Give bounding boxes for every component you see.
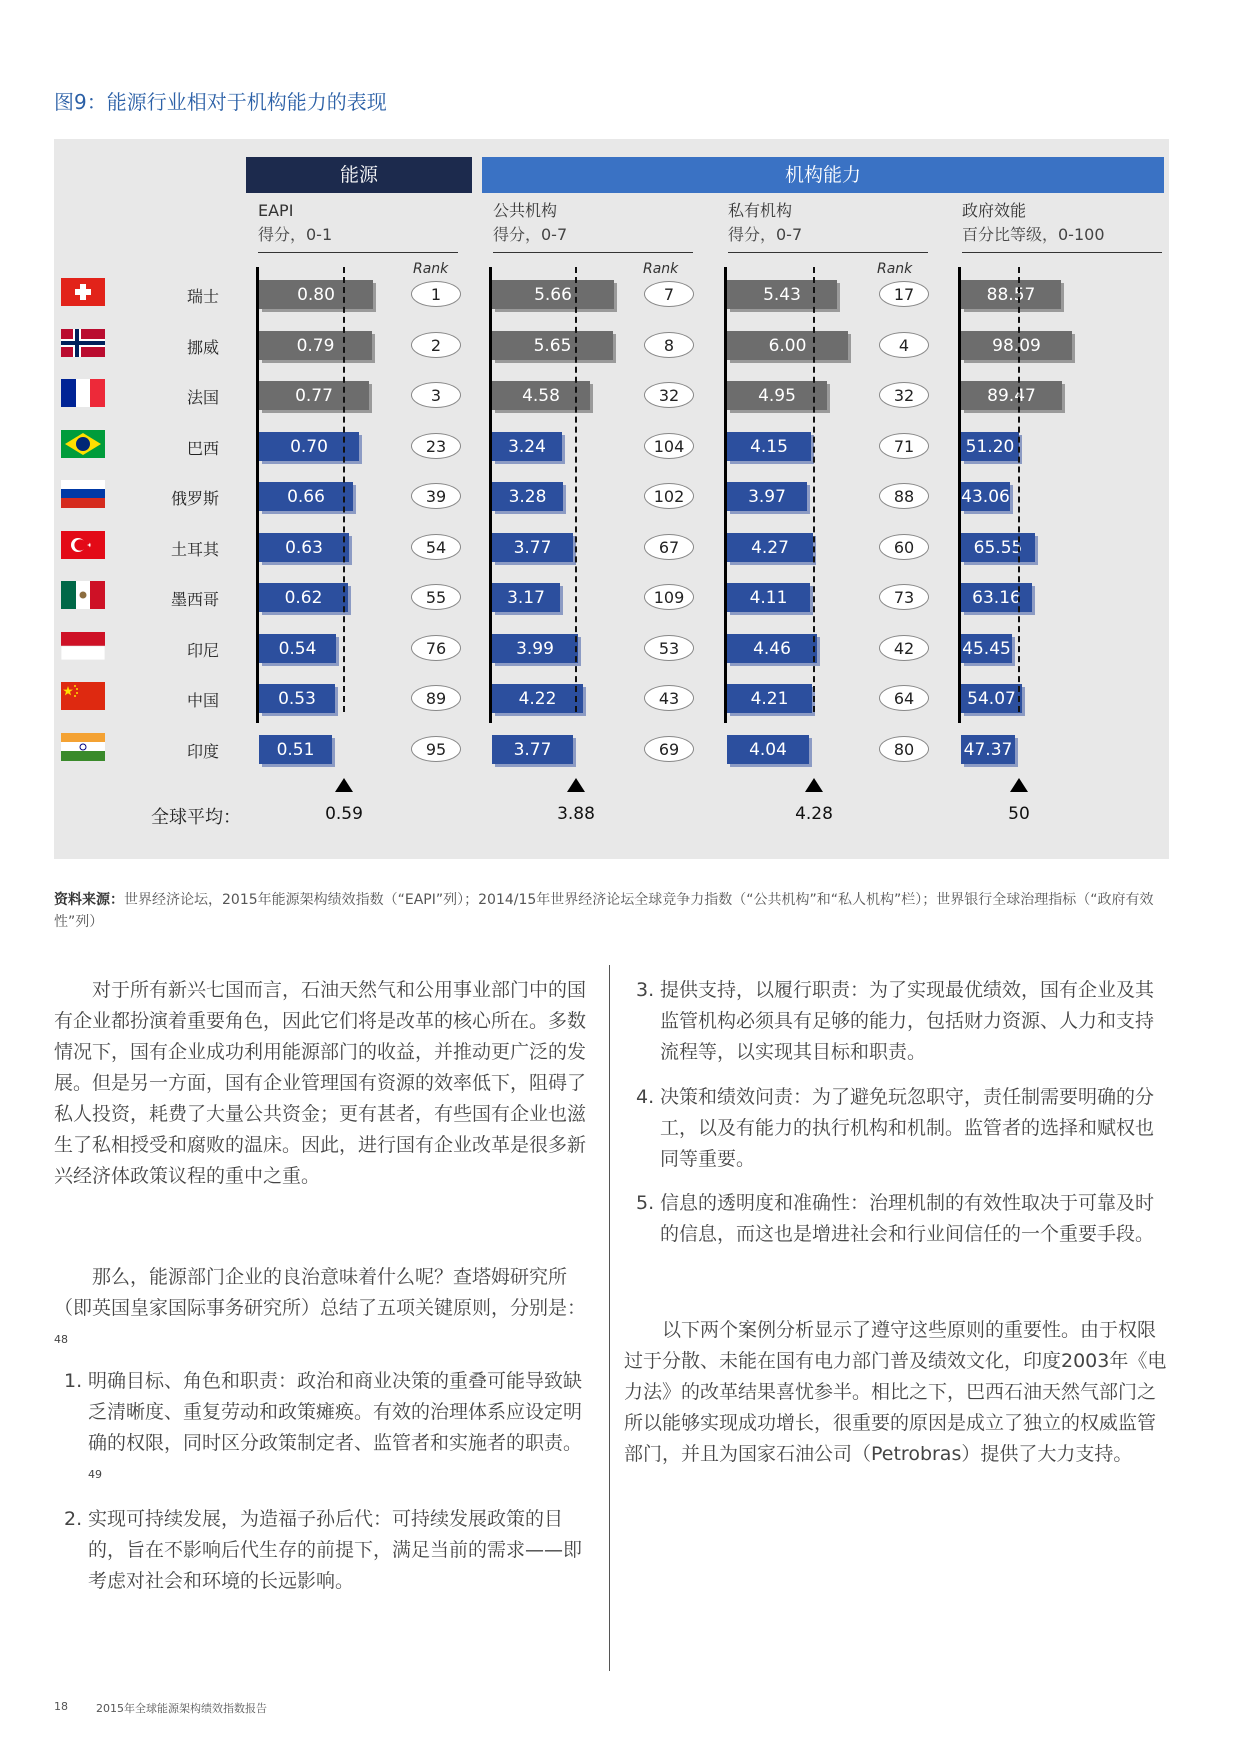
list-item-4 — [636, 1082, 1168, 1175]
rank-badge: 76 — [411, 635, 461, 661]
average-line — [1018, 267, 1020, 712]
bar: 89.47 — [961, 381, 1062, 410]
list-text-1: 明确目标、角色和职责：政治和商业决策的重叠可能导致缺乏清晰度、重复劳动和政策瘫痪。有效的治理体系应设定明确的权限，同时区分政策制定者、监管者和实施者的职责。 — [88, 1370, 583, 1454]
average-value: 0.59 — [325, 804, 363, 824]
rank-badge: 4 — [879, 332, 929, 358]
average-value: 3.88 — [557, 804, 595, 824]
col-eapi-name: EAPI — [258, 201, 294, 220]
bar: 3.77 — [492, 735, 573, 764]
bar: 0.62 — [259, 583, 348, 612]
bar: 3.28 — [492, 482, 563, 511]
rank-badge: 104 — [644, 433, 694, 459]
brazil-flag-icon — [61, 430, 105, 458]
average-marker-icon — [335, 778, 353, 792]
chart — [54, 139, 1169, 859]
rank-badge: 60 — [879, 534, 929, 560]
bar: 98.09 — [961, 331, 1072, 360]
country-label: 法国 — [186, 388, 219, 407]
bar: 0.53 — [259, 684, 335, 713]
list-number-4: 4. — [636, 1086, 655, 1108]
col-public-name: 公共机构 — [493, 201, 558, 220]
col-gov-name: 政府效能 — [962, 201, 1027, 220]
bar: 3.24 — [492, 432, 562, 461]
rank-badge: 71 — [879, 433, 929, 459]
mexico-flag-icon — [61, 581, 105, 609]
bar: 4.95 — [727, 381, 827, 410]
rank-badge: 7 — [644, 281, 694, 307]
bar: 5.43 — [727, 280, 837, 309]
bar: 0.54 — [259, 634, 336, 663]
china-flag-icon — [61, 682, 105, 710]
bar: 0.66 — [259, 482, 353, 511]
list-text-5: 信息的透明度和准确性：治理机制的有效性取决于可靠及时的信息，而这也是增进社会和行业间信任的一个重要手段。 — [660, 1192, 1155, 1245]
bar: 4.11 — [727, 583, 810, 612]
bar: 3.77 — [492, 533, 573, 562]
bar: 6.00 — [727, 331, 848, 360]
indonesia-flag-icon — [61, 632, 105, 660]
bar: 5.66 — [492, 280, 614, 309]
rank-badge: 95 — [411, 736, 461, 762]
country-label: 中国 — [186, 691, 219, 710]
list-number-5: 5. — [636, 1192, 655, 1214]
bar: 4.04 — [727, 735, 809, 764]
average-line — [343, 267, 345, 712]
rank-badge: 67 — [644, 534, 694, 560]
rank-badge: 42 — [879, 635, 929, 661]
col-line-public — [493, 252, 693, 253]
col-private-name: 私有机构 — [728, 201, 793, 220]
header-energy: 能源 — [246, 157, 472, 193]
col-head-gov — [962, 199, 1105, 247]
col-head-public — [493, 199, 567, 247]
rank-badge: 109 — [644, 584, 694, 610]
col-line-gov — [962, 252, 1162, 253]
rank-badge: 17 — [879, 281, 929, 307]
bar: 88.57 — [961, 280, 1061, 309]
source-text: 世界经济论坛，2015年能源架构绩效指数（“EAPI”列）；2014/15年世界经济论坛全球竞争力指数（“公共机构”和“私人机构”栏）；世界银行全球治理指标（“政府有效性”列） — [54, 892, 1154, 930]
list-number-3: 3. — [636, 979, 655, 1001]
country-label: 挪威 — [186, 337, 219, 357]
list-item-1 — [64, 1366, 590, 1495]
col-private-sub: 得分，0-7 — [728, 225, 803, 244]
country-label: 瑞士 — [186, 287, 219, 306]
switzerland-flag-icon — [61, 278, 105, 306]
column-divider — [609, 965, 610, 1671]
country-label: 土耳其 — [170, 539, 219, 559]
average-value: 50 — [1008, 804, 1030, 824]
country-label: 印度 — [186, 741, 219, 761]
russia-flag-icon — [61, 480, 105, 508]
col-gov-sub: 百分比等级，0-100 — [962, 225, 1105, 244]
left-paragraph-2-text: 那么，能源部门企业的良治意味着什么呢？查塔姆研究所（即英国皇家国际事务研究所）总结了五项关键原则，分别是： — [54, 1266, 587, 1319]
col-head-private — [728, 199, 802, 247]
bar: 45.45 — [961, 634, 1012, 663]
bar: 4.22 — [492, 684, 583, 713]
bar: 4.21 — [727, 684, 812, 713]
rank-badge: 32 — [879, 382, 929, 408]
source-label: 资料来源： — [54, 892, 124, 908]
rank-badge: 102 — [644, 483, 694, 509]
left-paragraph-2 — [54, 1262, 590, 1360]
bar: 0.70 — [259, 432, 359, 461]
rank-badge: 32 — [644, 382, 694, 408]
page-number: 18 — [54, 1700, 68, 1713]
rank-badge: 23 — [411, 433, 461, 459]
bar: 0.77 — [259, 381, 369, 410]
rank-badge: 64 — [879, 685, 929, 711]
list-number-2: 2. — [64, 1508, 83, 1530]
turkey-flag-icon — [61, 531, 105, 559]
rank-badge: 3 — [411, 382, 461, 408]
bar: 4.27 — [727, 533, 813, 562]
rank-label-public: Rank — [643, 261, 679, 277]
col-eapi-sub: 得分，0-1 — [258, 225, 333, 244]
list-number-1: 1. — [64, 1370, 83, 1392]
average-marker-icon — [805, 778, 823, 792]
country-label: 印尼 — [186, 640, 219, 660]
rank-badge: 2 — [411, 332, 461, 358]
bar: 54.07 — [961, 684, 1022, 713]
bar: 4.15 — [727, 432, 811, 461]
rank-label-private: Rank — [877, 261, 913, 277]
rank-badge: 1 — [411, 281, 461, 307]
list-item-5 — [636, 1188, 1168, 1250]
bar: 63.16 — [961, 583, 1032, 612]
rank-badge: 73 — [879, 584, 929, 610]
rank-badge: 69 — [644, 736, 694, 762]
rank-label-eapi: Rank — [413, 261, 449, 277]
bar: 43.06 — [961, 482, 1010, 511]
average-marker-icon — [567, 778, 585, 792]
footnote-49: 49 — [88, 1468, 102, 1481]
col-line-private — [728, 252, 928, 253]
source-note — [54, 889, 1164, 933]
col-head-eapi — [258, 199, 332, 247]
col-line-eapi — [258, 252, 458, 253]
rank-badge: 80 — [879, 736, 929, 762]
country-label: 墨西哥 — [170, 590, 219, 609]
bar: 3.97 — [727, 482, 807, 511]
india-flag-icon — [61, 733, 105, 761]
bar: 4.58 — [492, 381, 590, 410]
country-label: 巴西 — [186, 438, 219, 458]
average-value: 4.28 — [795, 804, 833, 824]
list-text-4: 决策和绩效问责：为了避免玩忽职守，责任制需要明确的分工，以及有能力的执行机构和机制。监管者的选择和赋权也同等重要。 — [660, 1086, 1155, 1170]
bar: 3.17 — [492, 583, 560, 612]
average-line — [813, 267, 815, 712]
footnote-48: 48 — [54, 1333, 68, 1346]
bar: 65.55 — [961, 533, 1035, 562]
average-line — [575, 267, 577, 712]
bar: 0.79 — [259, 331, 372, 360]
global-average-label: 全球平均： — [151, 807, 241, 828]
bar: 47.37 — [961, 735, 1015, 764]
list-text-2: 实现可持续发展，为造福子孙后代：可持续发展政策的目的，旨在不影响后代生存的前提下，满足当前的需求——即考虑对社会和环境的长远影响。 — [88, 1508, 583, 1592]
bar: 0.63 — [259, 533, 349, 562]
bar: 3.99 — [492, 634, 578, 663]
col-public-sub: 得分，0-7 — [493, 225, 568, 244]
bar: 51.20 — [961, 432, 1019, 461]
footer-title: 2015年全球能源架构绩效指数报告 — [96, 1702, 267, 1715]
left-paragraph-1: 对于所有新兴七国而言，石油天然气和公用事业部门中的国有企业都扮演着重要角色，因此它们将是改革的核心所在。多数情况下，国有企业成功利用能源部门的收益，并推动更广泛的发展。但是另一方面，国有企业管理国有资源的效率低下，阻碍了私人投资，耗费了大量公共资金；更有甚者，有些国有企业也滋生了私相授受和腐败的温床。因此，进行国有企业改革是很多新兴经济体政策议程的重中之重。 — [54, 979, 587, 1187]
figure-title: 图9：能源行业相对于机构能力的表现 — [54, 90, 387, 114]
bar: 0.51 — [259, 735, 332, 764]
rank-badge: 39 — [411, 483, 461, 509]
bar: 4.46 — [727, 634, 817, 663]
rank-badge: 8 — [644, 332, 694, 358]
rank-badge: 53 — [644, 635, 694, 661]
list-item-2 — [64, 1504, 590, 1597]
list-item-3 — [636, 975, 1168, 1068]
norway-flag-icon — [61, 329, 105, 357]
header-institutional: 机构能力 — [482, 157, 1164, 193]
list-text-3: 提供支持，以履行职责：为了实现最优绩效，国有企业及其监管机构必须具有足够的能力，包括财力资源、人力和支持流程等，以实现其目标和职责。 — [660, 979, 1155, 1063]
rank-badge: 54 — [411, 534, 461, 560]
rank-badge: 89 — [411, 685, 461, 711]
rank-badge: 55 — [411, 584, 461, 610]
country-label: 俄罗斯 — [170, 489, 219, 508]
bar: 5.65 — [492, 331, 613, 360]
rank-badge: 43 — [644, 685, 694, 711]
bar: 0.80 — [259, 280, 373, 309]
average-marker-icon — [1010, 778, 1028, 792]
france-flag-icon — [61, 379, 105, 407]
right-paragraph: 以下两个案例分析显示了遵守这些原则的重要性。由于权限过于分散、未能在国有电力部门普及绩效文化，印度2003年《电力法》的改革结果喜忧参半。相比之下，巴西石油天然气部门之所以能够实现成功增长，很重要的原因是成立了独立的权威监管部门，并且为国家石油公司（Petrobras）提供了大力支持。 — [624, 1319, 1167, 1465]
rank-badge: 88 — [879, 483, 929, 509]
